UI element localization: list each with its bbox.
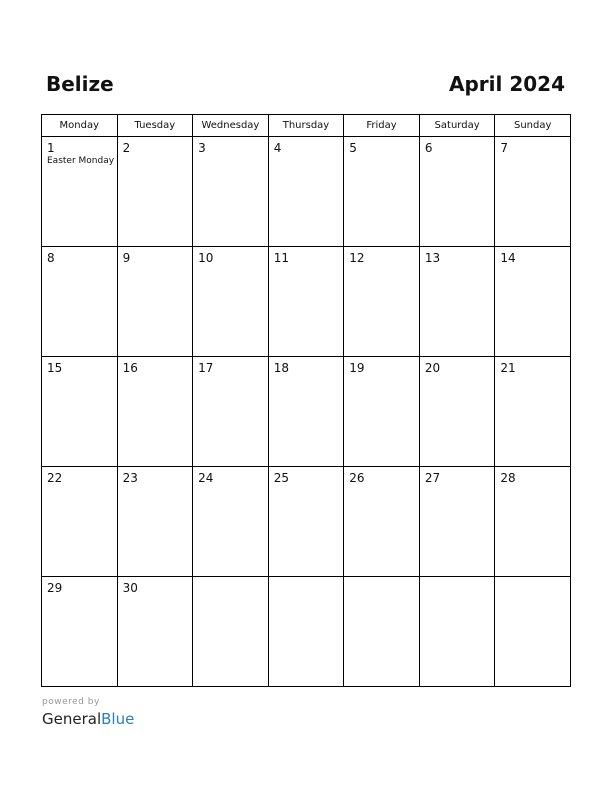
day-cell: [344, 577, 420, 687]
weekday-tuesday: Tuesday: [117, 115, 193, 137]
powered-by-text: powered by: [42, 697, 100, 707]
day-cell: [42, 357, 118, 467]
day-number: 4: [273, 141, 282, 155]
day-cell: [495, 577, 571, 687]
day-number: 5: [349, 141, 357, 155]
day-cell: [419, 137, 495, 247]
day-number: 6: [424, 141, 433, 155]
week-row: [42, 357, 571, 467]
day-cell: [193, 467, 269, 577]
day-number: 23: [122, 471, 138, 485]
weekday-thursday: Thursday: [268, 115, 344, 137]
day-cell: [419, 577, 495, 687]
weekday-header-row: [42, 115, 571, 137]
day-cell: [419, 467, 495, 577]
day-cell: [193, 577, 269, 687]
week-row: [42, 247, 571, 357]
day-number: 2: [122, 141, 131, 155]
day-number: 28: [500, 471, 516, 485]
day-cell: [268, 137, 344, 247]
day-cell: [268, 577, 344, 687]
day-cell: [193, 357, 269, 467]
day-cell: [117, 467, 193, 577]
week-row: [42, 467, 571, 577]
day-cell: [268, 247, 344, 357]
day-number: 22: [47, 471, 63, 485]
day-number: [495, 577, 570, 581]
weekday-wednesday: Wednesday: [193, 115, 269, 137]
day-number: 13: [424, 251, 441, 265]
day-number: 11: [273, 251, 289, 265]
day-cell: [344, 137, 420, 247]
day-number: 29: [47, 581, 63, 595]
brand-blue-text: Blue: [101, 710, 135, 728]
day-cell: [268, 467, 344, 577]
day-number: 19: [349, 361, 365, 375]
holiday-label: Easter Monday: [47, 156, 115, 166]
day-number: 15: [47, 361, 63, 375]
day-cell: [193, 137, 269, 247]
day-number: 10: [198, 251, 214, 265]
calendar-grid: [41, 114, 571, 687]
footer-branding: [42, 697, 134, 729]
day-cell: [419, 247, 495, 357]
day-number: 8: [47, 251, 55, 265]
country-title: Belize: [46, 72, 114, 96]
day-cell: [117, 357, 193, 467]
day-cell: [495, 137, 571, 247]
day-cell: [117, 137, 193, 247]
day-number: 20: [424, 361, 441, 375]
day-cell: [495, 357, 571, 467]
day-number: 24: [198, 471, 214, 485]
week-row: [42, 577, 571, 687]
day-number: 17: [198, 361, 214, 375]
day-number: 14: [500, 251, 516, 265]
calendar-header: [46, 70, 565, 100]
day-number: 26: [349, 471, 365, 485]
day-cell: [268, 357, 344, 467]
weekday-sunday: Sunday: [495, 115, 571, 137]
day-number: 3: [198, 141, 206, 155]
day-cell: [344, 357, 420, 467]
day-number: 30: [122, 581, 138, 595]
day-cell: [42, 577, 118, 687]
day-cell: [42, 247, 118, 357]
day-cell: [495, 467, 571, 577]
day-number: 16: [122, 361, 138, 375]
day-cell: [117, 577, 193, 687]
day-cell: [344, 247, 420, 357]
day-number: 12: [349, 251, 365, 265]
day-cell: [193, 247, 269, 357]
day-number: [420, 577, 495, 581]
brand-general-text: General: [42, 710, 102, 728]
day-cell: [117, 247, 193, 357]
weekday-saturday: Saturday: [419, 115, 495, 137]
day-number: 27: [424, 471, 441, 485]
generalblue-logo: [42, 709, 134, 729]
day-number: [269, 577, 344, 581]
day-number: 25: [273, 471, 289, 485]
day-cell: [495, 247, 571, 357]
day-number: 9: [122, 251, 131, 265]
day-number: [344, 577, 419, 581]
day-cell: [42, 467, 118, 577]
day-cell: [42, 137, 118, 247]
day-number: 7: [500, 141, 509, 155]
weekday-friday: Friday: [344, 115, 420, 137]
day-number: 1: [47, 141, 55, 155]
month-year-title: April 2024: [449, 72, 565, 96]
day-cell: [344, 467, 420, 577]
week-row: [42, 137, 571, 247]
day-number: [193, 577, 268, 581]
day-number: 21: [500, 361, 516, 375]
weekday-monday: Monday: [42, 115, 118, 137]
day-cell: [419, 357, 495, 467]
day-number: 18: [273, 361, 289, 375]
